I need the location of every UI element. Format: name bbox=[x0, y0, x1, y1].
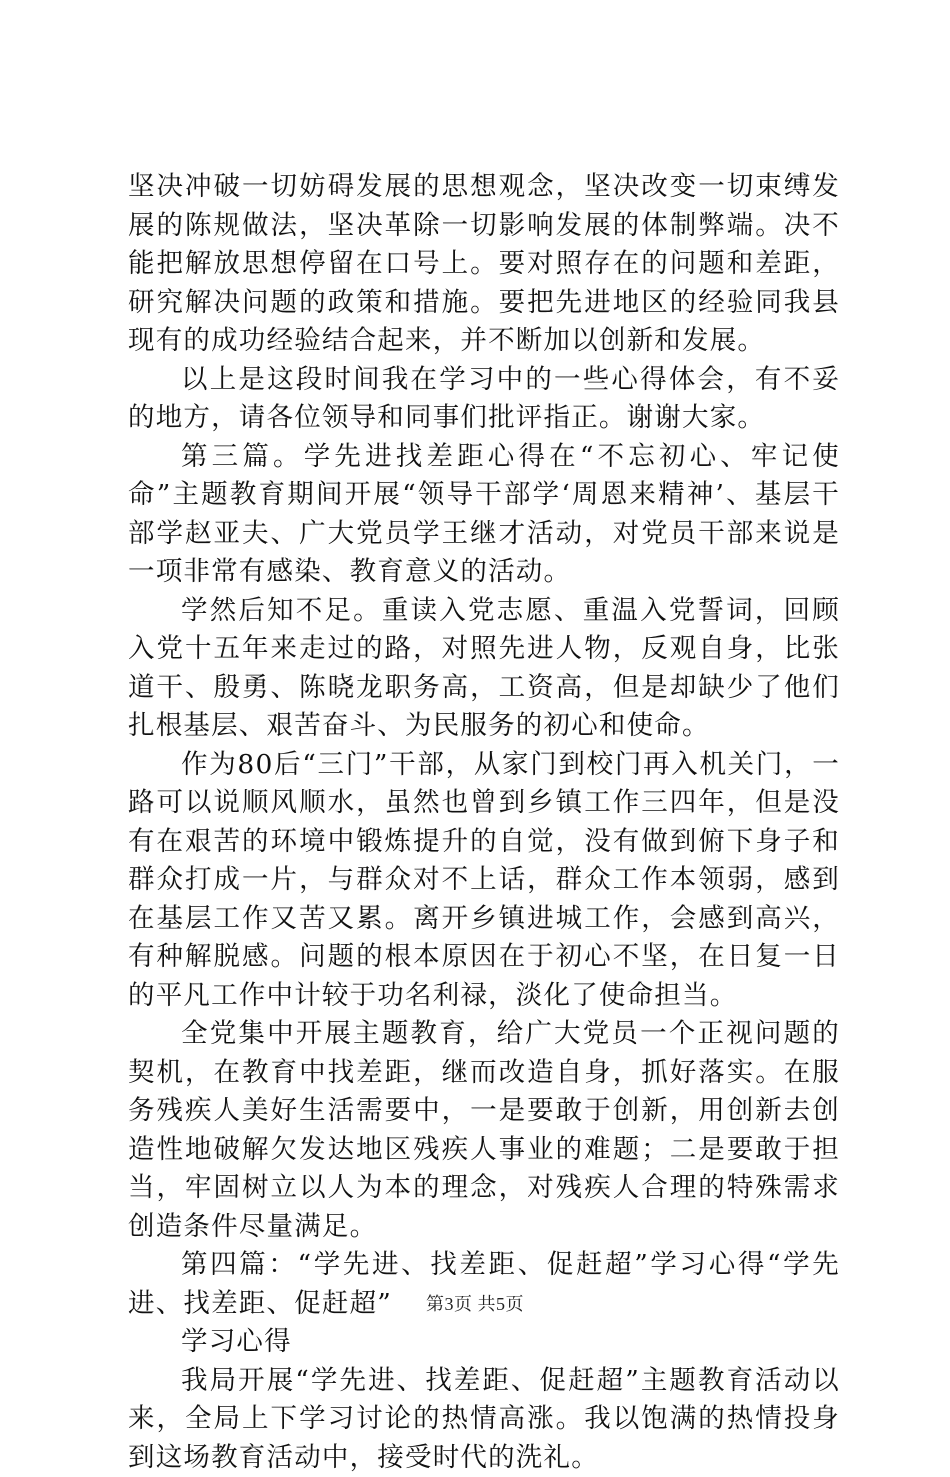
paragraph-closing-remarks: 以上是这段时间我在学习中的一些心得体会，有不妥的地方，请各位领导和同事们批评指正。谢谢大家。 bbox=[128, 361, 840, 438]
paragraph-continuation: 坚决冲破一切妨碍发展的思想观念，坚决改变一切束缚发展的陈规做法，坚决革除一切影响发展的体制弊端。决不能把解放思想停留在口号上。要对照存在的问题和差距，研究解决问题的政策和措施。要把先进地区的经验同我县现有的成功经验结合起来，并不断加以创新和发展。 bbox=[128, 168, 840, 361]
paragraph-theme-education: 全党集中开展主题教育，给广大党员一个正视问题的契机，在教育中找差距，继而改造自身，抓好落实。在服务残疾人美好生活需要中，一是要敢于创新，用创新去创造性地破解欠发达地区残疾人事业的难题；二是要敢于担当，牢固树立以人为本的理念，对残疾人合理的特殊需求创造条件尽量满足。 bbox=[128, 1015, 840, 1246]
paragraph-subtitle: 学习心得 bbox=[128, 1323, 840, 1362]
page-footer: 第3页 共5页 bbox=[0, 1290, 950, 1316]
paragraph-bureau-activity: 我局开展“学先进、找差距、促赶超”主题教育活动以来，全局上下学习讨论的热情高涨。我以饱满的热情投身到这场教育活动中，接受时代的洗礼。 bbox=[128, 1362, 840, 1477]
paragraph-post80s-cadre: 作为80后“三门”干部，从家门到校门再入机关门，一路可以说顺风顺水，虽然也曾到乡镇工作三四年，但是没有在艰苦的环境中锻炼提升的自觉，没有做到俯下身子和群众打成一片，与群众对不上话，群众工作本领弱，感到在基层工作又苦又累。离开乡镇进城工作，会感到高兴，有种解脱感。问题的根本原因在于初心不坚，在日复一日的平凡工作中计较于功名利禄，淡化了使命担当。 bbox=[128, 746, 840, 1016]
document-body bbox=[128, 168, 840, 1477]
paragraph-part-three-intro: 第三篇。学先进找差距心得在“不忘初心、牢记使命”主题教育期间开展“领导干部学‘周恩来精神’、基层干部学赵亚夫、广大党员学王继才活动，对党员干部来说是一项非常有感染、教育意义的活动。 bbox=[128, 438, 840, 592]
paragraph-learning-shortcomings: 学然后知不足。重读入党志愿、重温入党誓词，回顾入党十五年来走过的路，对照先进人物，反观自身，比张道干、殷勇、陈晓龙职务高，工资高，但是却缺少了他们扎根基层、艰苦奋斗、为民服务的初心和使命。 bbox=[128, 592, 840, 746]
paragraph-part-four-title: 第四篇：“学先进、找差距、促赶超”学习心得“学先进、找差距、促赶超” bbox=[128, 1246, 840, 1323]
